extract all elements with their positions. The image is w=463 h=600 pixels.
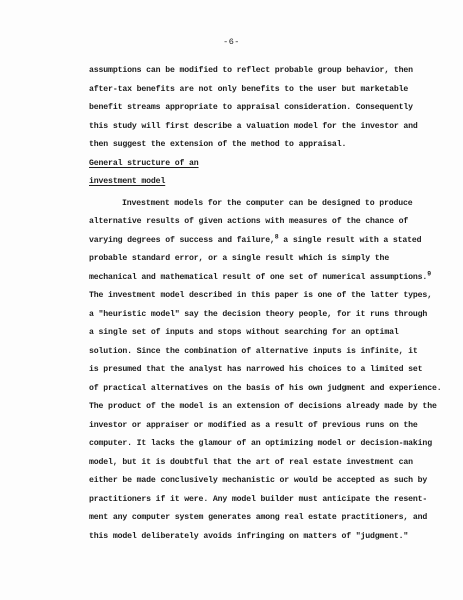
text-line: assumptions can be modified to reflect probable group behavior, then (89, 66, 413, 75)
text-line (89, 232, 421, 251)
section-heading (89, 155, 421, 191)
footnote-marker: 9 (427, 269, 431, 277)
section-heading-line: investment model (89, 176, 166, 186)
text-line: this model deliberately avoids infringing on matters of "judgment." (89, 531, 409, 541)
text-line: computer. It lacks the glamour of an optimizing model or decision-making (89, 439, 432, 448)
text-line: The investment model described in this paper is one of the latter types, (89, 291, 432, 300)
text-line: ment any computer system generates among real estate practitioners, and (89, 513, 428, 522)
text-line: is presumed that the analyst has narrowed his choices to a limited set (89, 365, 423, 374)
body-text (89, 62, 442, 546)
section-heading-line: General structure of an (89, 158, 199, 168)
text-line: this study will first describe a valuation model for the investor and (89, 121, 418, 131)
text-line: either be made conclusively mechanistic or would be accepted as such by (89, 476, 428, 485)
text-line: a single set of inputs and stops without searching for an optimal (89, 328, 399, 337)
text-line: probable standard error, or a single result which is simply the (89, 254, 390, 263)
text-line: The product of the model is an extension of decisions already made by the (89, 402, 437, 411)
text-line: solution. Since the combination of alternative inputs is infinite, it (89, 346, 418, 356)
footnote-marker: 8 (274, 232, 279, 240)
text-span: mechanical and mathematical result of one set of numerical assumptions. (89, 272, 428, 282)
text-line (89, 269, 431, 288)
text-line: investor or appraiser or modified as a result of previous runs on the (89, 420, 418, 430)
text-line: of practical alternatives on the basis of his own judgment and experience. (89, 383, 442, 393)
text-line: model, but it is doubtful that the art of real estate investment can (89, 457, 413, 467)
text-line: practitioners if it were. Any model builder must anticipate the resent- (89, 494, 428, 504)
text-line: after-tax benefits are not only benefits to the user but marketable (89, 84, 409, 94)
text-span: a single result with a stated (278, 235, 422, 245)
text-line: alternative results of given actions with measures of the chance of (89, 217, 409, 226)
paragraph-investment-models (89, 195, 442, 547)
page-number: -6- (223, 37, 240, 47)
text-line: then suggest the extension of the method to appraisal. (89, 140, 347, 149)
text-span: varying degrees of success and failure, (89, 235, 275, 245)
text-line: Investment models for the computer can be designed to produce (122, 198, 413, 208)
text-line: a "heuristic model" say the decision theory people, for it runs through (89, 309, 428, 319)
paragraph-continuation (89, 62, 421, 155)
text-line: benefit streams appropriate to appraisal consideration. Consequently (89, 103, 413, 112)
